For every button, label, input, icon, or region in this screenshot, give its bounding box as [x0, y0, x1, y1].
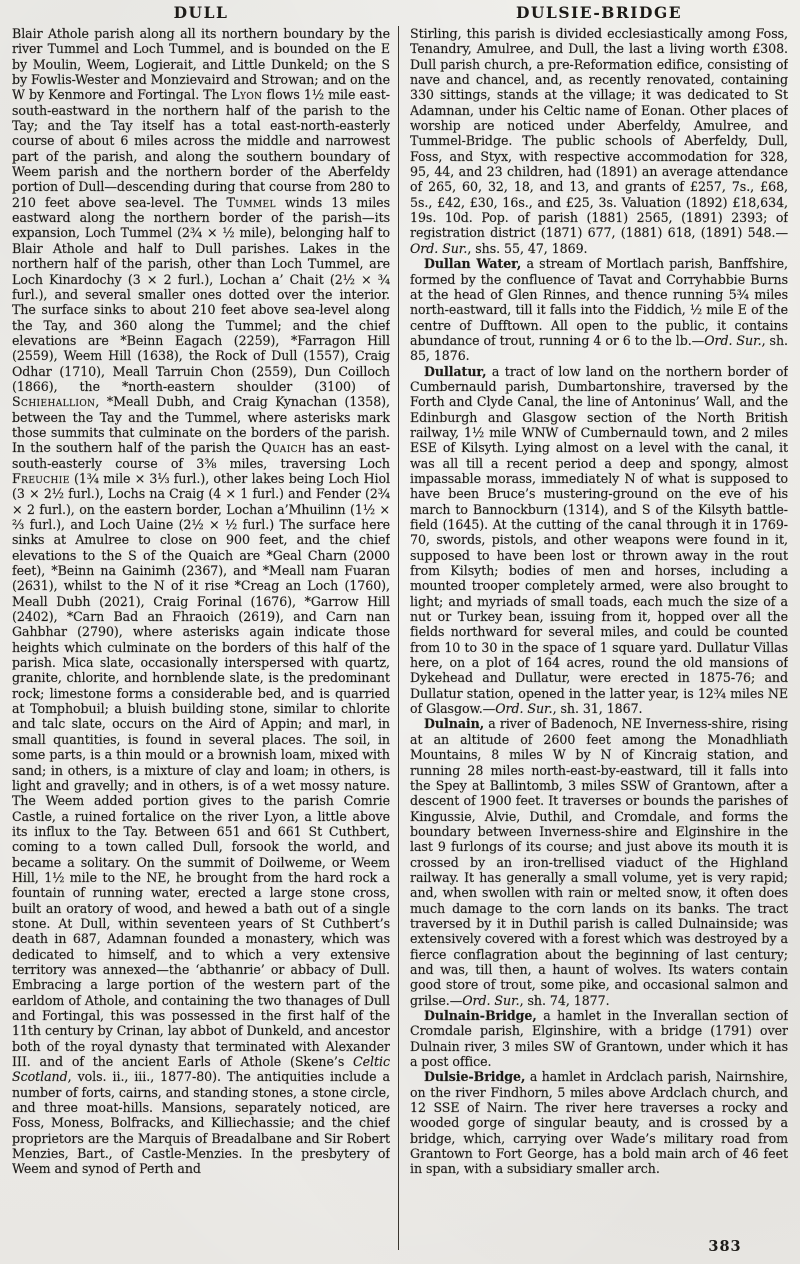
- body-paragraph: Blair Athole parish along all its northern boundary by the river Tummel and Loch Tummel, and is bounded on the E by Moulin, Weem, Logierait, and Little Dunkeld; on the S by Fowlis-Wester and Monzievaird and Strowan; and on the W by Kenmore and Fortingal. The Lyon flows 1½ mile east-south-eastward in the northern half of the parish to the Tay; and the Tay itself has a total east-north-easterly course of about 6 miles across the middle and narrowest part of the parish, and along the southern boundary of Weem parish and the northern border of the Aberfeldy portion of Dull—descending during that course from 280 to 210 feet above sea-level. The Tummel winds 13 miles eastward along the northern border of the parish—its expansion, Loch Tummel (2¾ × ½ mile), belonging half to Blair Athole and half to Dull parishes. Lakes in the northern half of the parish, other than Loch Tummel, are Loch Kinardochy (3 × 2 furl.), Lochan a’ Chait (2½ × ¾ furl.), and several smaller ones dotted over the interior. The surface sinks to about 210 feet above sea-level along the Tay, and 360 along the Tummel; and the chief elevations are *Beinn Eagach (2259), *Farragon Hill (2559), Weem Hill (1638), the Rock of Dull (1557), Craig Odhar (1710), Meall Tarruin Chon (2559), Dun Coilloch (1866), the *north-eastern shoulder (3100) of Schiehallion, *Meall Dubh, and Craig Kynachan (1358), between the Tay and the Tummel, where asterisks mark those summits that culminate on the borders of the parish. In the southern half of the parish the Quaich has an east-south-easterly course of 3⅜ miles, traversing Loch Freuchie (1¾ mile × 3⅓ furl.), other lakes being Loch Hiol (3 × 2½ furl.), Lochs na Craig (4 × 1 furl.) and Fender (2¾ × 2 furl.), on the eastern border, Lochan a’Mhuilinn (1½ × ⅔ furl.), and Loch Uaine (2½ × ½ furl.) The surface here sinks at Amulree to close on 900 feet, and the chief elevations to the S of the Quaich are *Geal Charn (2000 feet), *Beinn na Gainimh (2367), and *Meall nam Fuaran (2631), whilst to the N of it rise *Creag an Loch (1760), Meall Dubh (2021), Craig Forinal (1676), *Garrow Hill (2402), *Carn Bad an Fhraoich (2619), and Carn nan Gahbhar (2790), where asterisks again indicate those heights which culminate on the borders of this half of the parish. Mica slate, occasionally interspersed with quartz, granite, chlorite, and hornblende slate, is the predominant rock; limestone forms a considerable bed, and is quarried at Tomphobuil; a bluish building stone, similar to chlorite and talc slate, occurs on the Aird of Appin; and marl, in small quantities, is found in several places. The soil, in some parts, is a thin mould or a brownish loam, mixed with sand; in others, is a mixture of clay and loam; in others, is light and gravelly; and in others, is of a wet mossy nature. The Weem added portion gives to the parish Comrie Castle, a ruined fortalice on the river Lyon, a little above its influx to the Tay. Between 651 and 661 St Cuthbert, coming to a town called Dull, forsook the world, and became a solitary. On the summit of Doilweme, or Weem Hill, 1½ mile to the NE, he brought from the hard rock a fountain of running water, erected a large stone cross, built an oratory of wood, and hewed a bath out of a single stone. At Dull, within seventeen years of St Cuthbert’s death in 687, Adamnan founded a monastery, which was dedicated to himself, and to which a very extensive territory was annexed—the ‘abthanrie’ or abbacy of Dull. Embracing a large portion of the western part of the earldom of Athole, and containing the two thanages of Dull and Fortingal, this was possessed in the first half of the 11th century by Crinan, lay abbot of Dunkeld, and ancestor both of the royal dynasty that terminated with Alexander III. and of the ancient Earls of Athole (Skene’s Celtic Scotland, vols. ii., iii., 1877-80). The antiquities include a number of forts, cairns, and standing stones, a stone circle, and three moat-hills. Mansions, separately noticed, are Foss, Moness, Bolfracks, and Killiechassie; and the chief proprietors are the Marquis of Breadalbane and Sir Robert Menzies, Bart., of Castle-Menzies. In the presbytery of Weem and synod of Perth and: [12, 26, 390, 1177]
- running-head: [0, 3, 800, 23]
- page-number: 383: [708, 1238, 742, 1255]
- left-column-header: DULL: [173, 3, 229, 22]
- entry-name: Dullan Water,: [424, 256, 522, 272]
- small-caps-name: Lyon: [231, 87, 263, 103]
- entry-paragraph: Dullatur, a tract of low land on the northern border of Cumbernauld parish, Dumbartonshire, traversed by the Forth and Clyde Canal, the line of Antoninus’ Wall, and the Edinburgh and Glasgow section of the North British railway, 1½ mile WNW of Cumbernauld town, and 2 miles ESE of Kilsyth. Lying almost on a level with the canal, it was all till a recent period a deep and spongy, almost impassable morass, immediately N of what is supposed to have been Bruce’s mustering-ground on the eve of his march to Bannockburn (1314), and S of the Kilsyth battle-field (1645). At the cutting of the canal through it in 1769-70, swords, pistols, and other weapons were found in it, supposed to have been lost or thrown away in the rout from Kilsyth; bodies of men and horses, including a mounted trooper completely armed, were also brought to light; and myriads of small toads, each much the size of a nut or Turkey bean, issuing from it, hopped over all the fields northward for several miles, and could be counted from 10 to 30 in the space of 1 square yard. Dullatur Villas here, on a plot of 164 acres, round the old mansions of Dykehead and Dullatur, were erected in 1875-76; and Dullatur station, opened in the latter year, is 12¾ miles NE of Glasgow.—Ord. Sur., sh. 31, 1867.: [410, 363, 788, 717]
- small-caps-name: Schiehallion: [12, 394, 96, 410]
- small-caps-name: Quaich: [261, 440, 307, 456]
- body-paragraph: Stirling, this parish is divided ecclesiastically among Foss, Tenandry, Amulree, and Dull, the last a living worth £308. Dull parish church, a pre-Reformation edifice, consisting of nave and chancel, and, as recently renovated, containing 330 sittings, stands at the village; it was dedicated to St Adamnan, under his Celtic name of Eonan. Other places of worship are noticed under Aberfeldy, Amulree, and Tummel-Bridge. The public schools of Aberfeldy, Dull, Foss, and Styx, with respective accommodation for 328, 95, 44, and 23 children, had (1891) an average attendance of 265, 60, 32, 18, and 13, and grants of £257, 7s., £68, 5s., £42, £30, 16s., and £25, 3s. Valuation (1892) £18,634, 19s. 10d. Pop. of parish (1881) 2565, (1891) 2393; of registration district (1871) 677, (1881) 618, (1891) 548.—Ord. Sur., shs. 55, 47, 1869.: [410, 26, 788, 256]
- small-caps-name: Tummel: [226, 194, 276, 210]
- entry-name: Dullatur,: [424, 363, 487, 379]
- left-column: [12, 26, 390, 1254]
- small-caps-name: Freuchie: [12, 470, 70, 486]
- entry-paragraph: Dulnain, a river of Badenoch, NE Inverness-shire, rising at an altitude of 2600 feet among the Monadhliath Mountains, 8 miles W by N of Kincraig station, and running 28 miles north-east-by-eastward, till it falls into the Spey at Ballintomb, 3 miles SSW of Grantown, after a descent of 1900 feet. It traverses or bounds the parishes of Kingussie, Alvie, Duthil, and Cromdale, and forms the boundary between Inverness-shire and Elginshire in the last 9 furlongs of its course; and just above its mouth it is crossed by an iron-trellised viaduct of the Highland railway. It has generally a small volume, yet is very rapid; and, when swollen with rain or melted snow, it often does much damage to the corn lands on its banks. The tract traversed by it in Duthil parish is called Dulnainside; was extensively covered with a forest which was destroyed by a fierce conflagration about the beginning of last century; and was, till then, a haunt of wolves. Its waters contain good store of trout, some pike, and occasional salmon and grilse.—Ord. Sur., sh. 74, 1877.: [410, 716, 788, 1008]
- italic-text: Celtic Scotland: [12, 1054, 390, 1085]
- entry-paragraph: Dullan Water, a stream of Mortlach parish, Banffshire, formed by the confluence of Tavat and Corryhabbie Burns at the head of Glen Rinnes, and thence running 5¾ miles north-eastward, till it falls into the Fiddich, ½ mile E of the centre of Dufftown. All open to the public, it contains abundance of trout, running 4 or 6 to the lb.—Ord. Sur., sh. 85, 1876.: [410, 256, 788, 364]
- italic-text: Ord. Sur.: [495, 701, 553, 717]
- entry-paragraph: Dulnain-Bridge, a hamlet in the Inverallan section of Cromdale parish, Elginshire, with a bridge (1791) over Dulnain river, 3 miles SW of Grantown, under which it has a post office.: [410, 1008, 788, 1070]
- entry-name: Dulsie-Bridge,: [424, 1069, 526, 1085]
- italic-text: Ord. Sur.: [462, 992, 520, 1008]
- right-column-header: DULSIE-BRIDGE: [515, 3, 683, 22]
- entry-name: Dulnain,: [424, 716, 485, 732]
- italic-text: Ord. Sur.: [410, 240, 468, 256]
- entry-name: Dulnain-Bridge,: [424, 1008, 537, 1023]
- column-divider-rule: [398, 26, 399, 1250]
- right-column: [410, 26, 788, 1254]
- italic-text: Ord. Sur.: [704, 332, 762, 348]
- entry-paragraph: Dulsie-Bridge, a hamlet in Ardclach parish, Nairnshire, on the river Findhorn, 5 miles above Ardclach church, and 12 SSE of Nairn. The river here traverses a rocky and wooded gorge of singular beauty, and is crossed by a bridge, which, carrying over Wade’s military road from Grantown to Fort George, has a bold main arch of 46 feet in span, with a subsidiary smaller arch.: [410, 1069, 788, 1177]
